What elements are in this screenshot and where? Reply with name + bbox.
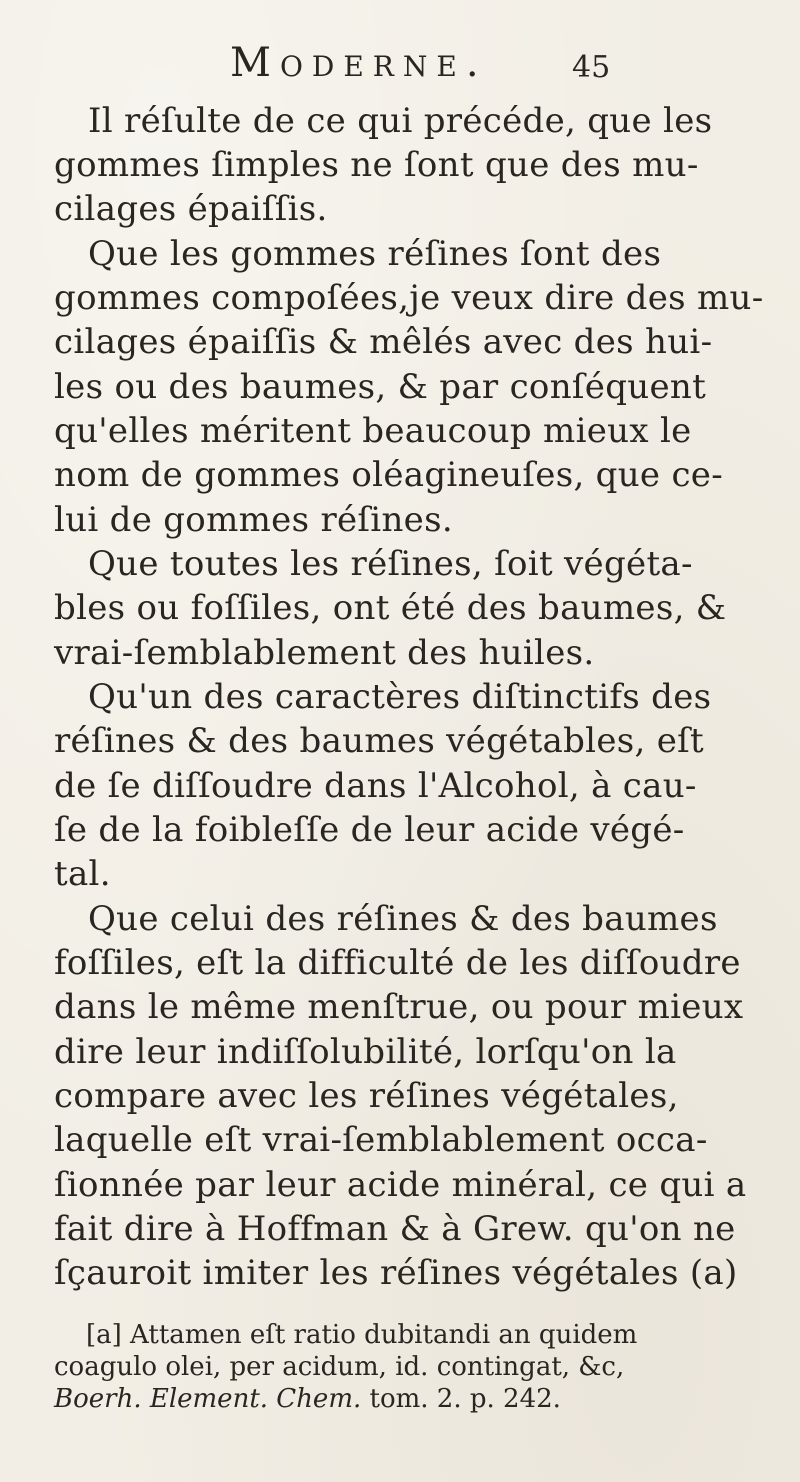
text-line: Que toutes les réſines, ſoit végéta-: [88, 544, 693, 584]
text-line: dans le même menſtrue, ou pour mieux: [54, 987, 744, 1027]
text-line: compare avec les réſines végétales,: [54, 1076, 679, 1116]
footnote-line: coagulo olei, per acidum, id. contingat, &c,: [54, 1352, 625, 1382]
text-line: vrai-ſemblablement des huiles.: [54, 633, 595, 673]
text-line: ſionnée par leur acide minéral, ce qui a: [54, 1165, 747, 1205]
text-line: gommes compoſées,je veux dire des mu-: [54, 278, 764, 318]
text-line: ſe de la foibleſſe de leur acide végé-: [54, 810, 685, 850]
text-line: dire leur indiſſolubilité, lorſqu'on la: [54, 1032, 677, 1072]
running-head: Moderne.: [230, 40, 488, 86]
text-line: les ou des baumes, & par conſéquent: [54, 367, 707, 407]
text-line: tal.: [54, 854, 111, 894]
text-line: Qu'un des caractères diſtinctifs des: [88, 677, 712, 717]
text-line: cilages épaiſſis & mêlés avec des hui-: [54, 322, 713, 362]
text-line: lui de gommes réſines.: [54, 500, 453, 540]
text-line: Que celui des réſines & des baumes: [88, 899, 718, 939]
footnote-line: [a] Attamen eſt ratio dubitandi an quidem: [86, 1320, 638, 1350]
text-line: fait dire à Hoffman & à Grew. qu'on ne: [54, 1209, 736, 1249]
footnote-citation-title: Boerh. Element. Chem.: [54, 1384, 362, 1414]
text-line: de ſe diſſoudre dans l'Alcohol, à cau-: [54, 766, 697, 806]
text-line: réſines & des baumes végétables, eſt: [54, 721, 705, 761]
text-line: laquelle eſt vrai-ſemblablement occa-: [54, 1120, 708, 1160]
text-line: qu'elles méritent beaucoup mieux le: [54, 411, 692, 451]
footnote-citation-ref: tom. 2. p. 242.: [361, 1384, 561, 1414]
text-line: bles ou foſſiles, ont été des baumes, &: [54, 588, 727, 628]
text-line: Il réſulte de ce qui précéde, que les: [88, 101, 713, 141]
text-line: ſçauroit imiter les réſines végétales (a): [54, 1253, 738, 1293]
footnote-line-citation: [54, 1384, 561, 1414]
text-line: Que les gommes réſines ſont des: [88, 234, 662, 274]
page-header: [0, 40, 800, 100]
text-line: cilages épaiſſis.: [54, 189, 328, 229]
text-line: gommes ſimples ne ſont que des mu-: [54, 145, 699, 185]
page-number: 45: [572, 50, 611, 85]
text-line: nom de gommes oléagineuſes, que ce-: [54, 455, 724, 495]
text-line: foſſiles, eſt la difficulté de les diſſoudre: [54, 943, 741, 983]
